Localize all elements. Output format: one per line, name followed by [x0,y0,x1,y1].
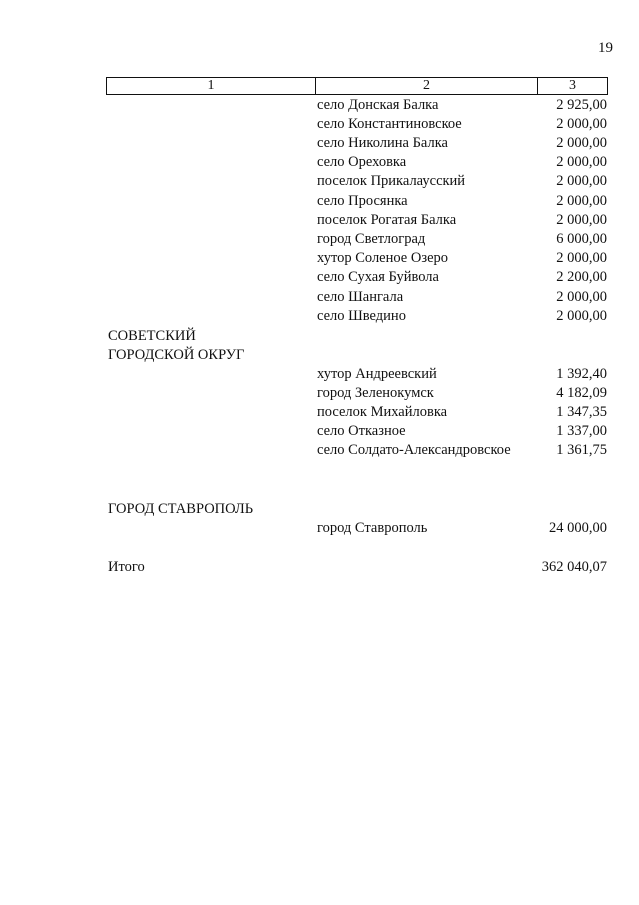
settlement-name: поселок Рогатая Балка [317,212,457,228]
settlement-name: город Зеленокумск [317,385,434,401]
table-row [0,422,639,441]
table-row [0,96,639,115]
settlement-amount: 1 337,00 [556,423,607,439]
settlement-amount: 2 200,00 [556,269,607,285]
settlement-name: село Сухая Буйвола [317,269,439,285]
settlement-name: село Константиновское [317,116,462,132]
settlement-name: село Шангала [317,289,404,305]
settlement-name: город Ставрополь [317,520,428,536]
settlement-amount: 2 925,00 [556,97,607,113]
settlement-name: село Шведино [317,308,406,324]
header-col-1: 1 [107,78,316,95]
table-row [0,384,639,403]
table-row [0,115,639,134]
table-row [0,288,639,307]
settlement-amount: 2 000,00 [556,212,607,228]
settlement-amount: 2 000,00 [556,308,607,324]
district-name: СОВЕТСКИЙ ГОРОДСКОЙ ОКРУГ [108,328,245,363]
table-row [0,441,639,460]
settlement-amount: 2 000,00 [556,250,607,266]
header-col-2: 2 [316,78,538,95]
header-col-3: 3 [538,78,608,95]
table-row [0,172,639,191]
table-row [0,249,639,268]
settlement-name: село Донская Балка [317,97,439,113]
settlement-name: село Отказное [317,423,406,439]
settlement-amount: 24 000,00 [549,520,607,536]
settlement-name: село Просянка [317,193,408,209]
settlement-amount: 4 182,09 [556,385,607,401]
settlement-amount: 2 000,00 [556,289,607,305]
settlement-amount: 2 000,00 [556,173,607,189]
settlement-amount: 2 000,00 [556,116,607,132]
table-row [0,307,639,326]
table-row [0,134,639,153]
table-row [0,153,639,172]
settlement-amount: 6 000,00 [556,231,607,247]
total-value: 362 040,07 [541,559,607,575]
table-row [0,403,639,422]
table-row [0,230,639,249]
settlement-name: поселок Прикалаусский [317,173,466,189]
table-row [0,519,639,538]
total-label: Итого [108,559,145,575]
table-header [106,77,608,95]
table-row [0,192,639,211]
table-row [0,365,639,384]
page-number: 19 [598,40,613,56]
settlement-name: хутор Андреевский [317,366,437,382]
settlement-amount: 1 392,40 [556,366,607,382]
settlement-name: поселок Михайловка [317,404,448,420]
settlement-name: село Солдато-Александровское [317,442,511,458]
settlement-amount: 2 000,00 [556,154,607,170]
settlement-amount: 2 000,00 [556,135,607,151]
settlement-name: город Светлоград [317,231,426,247]
settlement-name: село Ореховка [317,154,407,170]
district-name: ГОРОД СТАВРОПОЛЬ [108,501,254,517]
settlement-amount: 1 361,75 [556,442,607,458]
settlement-name: хутор Соленое Озеро [317,250,449,266]
settlement-amount: 2 000,00 [556,193,607,209]
table-row [0,211,639,230]
table-row [0,268,639,287]
settlement-amount: 1 347,35 [556,404,607,420]
settlement-name: село Николина Балка [317,135,448,151]
